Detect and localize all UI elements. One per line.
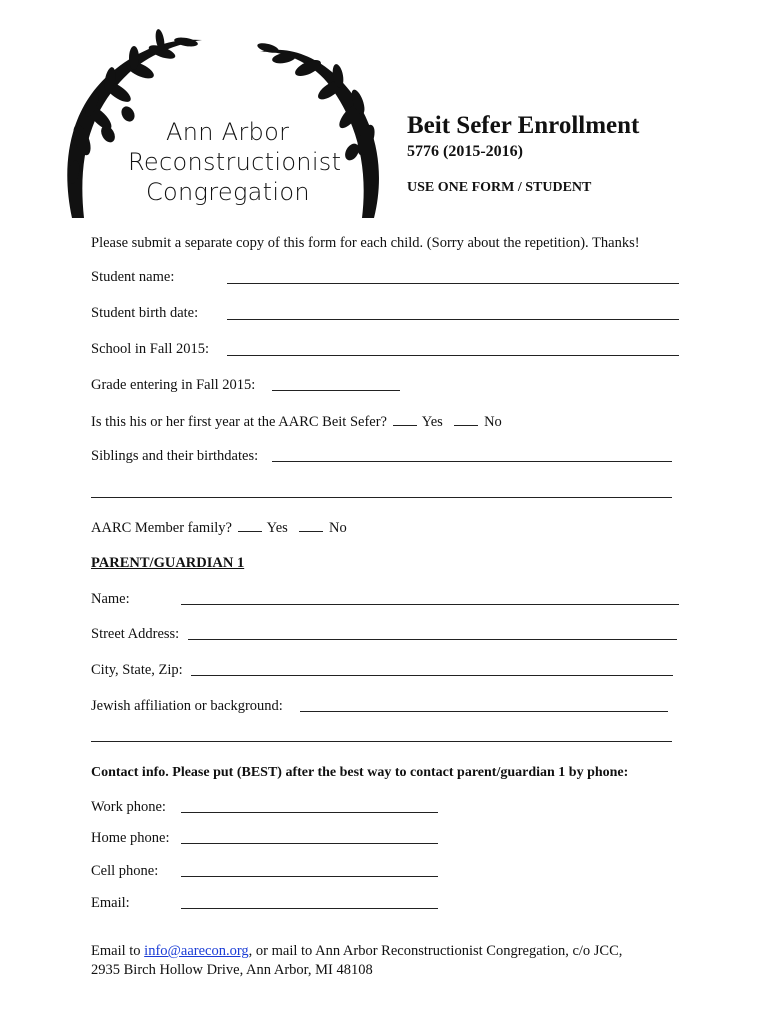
contact-heading: Contact info. Please put (BEST) after the best way to contact parent/guardian 1 by phone:: [91, 765, 629, 780]
first-year-yes-blank[interactable]: [393, 412, 417, 426]
org-name-line3: Congregation: [146, 178, 310, 206]
first-year-yes-label: Yes: [421, 414, 443, 430]
cell-phone-field[interactable]: [181, 876, 438, 877]
city-field[interactable]: [191, 675, 673, 676]
student-birth-label: Student birth date:: [91, 305, 199, 321]
jewish-field-line2[interactable]: [91, 741, 672, 742]
student-birth-field[interactable]: [227, 319, 679, 320]
member-label: AARC Member family?: [91, 520, 232, 536]
parent-name-label: Name:: [91, 591, 130, 607]
work-phone-label: Work phone:: [91, 799, 166, 815]
footer-line1: [91, 942, 622, 960]
school-label: School in Fall 2015:: [91, 341, 210, 357]
siblings-label: Siblings and their birthdates:: [91, 448, 259, 464]
grade-field[interactable]: [272, 390, 400, 391]
org-name-line2: Reconstructionist: [128, 148, 342, 176]
footer-email-link[interactable]: info@aarecon.org: [144, 943, 249, 959]
footer-line2: 2935 Birch Hollow Drive, Ann Arbor, MI 48108: [91, 962, 373, 978]
cell-phone-label: Cell phone:: [91, 863, 159, 879]
parent-name-field[interactable]: [181, 604, 679, 605]
form-title: Beit Sefer Enrollment: [407, 112, 640, 139]
home-phone-label: Home phone:: [91, 830, 170, 846]
city-label: City, State, Zip:: [91, 662, 183, 678]
form-note: USE ONE FORM / STUDENT: [407, 180, 592, 195]
intro-text: Please submit a separate copy of this form for each child. (Sorry about the repetition). Thanks!: [91, 235, 640, 251]
student-name-label: Student name:: [91, 269, 175, 285]
school-field[interactable]: [227, 355, 679, 356]
jewish-field[interactable]: [300, 711, 668, 712]
home-phone-field[interactable]: [181, 843, 438, 844]
first-year-label: Is this his or her first year at the AARC Beit Sefer?: [91, 414, 387, 430]
member-yes-label: Yes: [266, 520, 288, 536]
street-field[interactable]: [188, 639, 677, 640]
parent1-heading: PARENT/GUARDIAN 1: [91, 555, 245, 571]
siblings-field[interactable]: [272, 461, 672, 462]
org-name-line1: Ann Arbor: [166, 118, 290, 146]
first-year-no-label: No: [484, 414, 502, 430]
member-no-label: No: [329, 520, 347, 536]
work-phone-field[interactable]: [181, 812, 438, 813]
grade-label: Grade entering in Fall 2015:: [91, 377, 256, 393]
member-yes-blank[interactable]: [238, 518, 262, 532]
footer-suffix: , or mail to Ann Arbor Reconstructionist Congregation, c/o JCC,: [248, 943, 623, 959]
form-year: 5776 (2015-2016): [407, 143, 523, 160]
jewish-label: Jewish affiliation or background:: [91, 698, 283, 714]
siblings-field-line2[interactable]: [91, 497, 672, 498]
footer-prefix: Email to: [91, 943, 145, 959]
street-label: Street Address:: [91, 626, 180, 642]
first-year-no-blank[interactable]: [454, 412, 478, 426]
student-name-field[interactable]: [227, 283, 679, 284]
member-no-blank[interactable]: [299, 518, 323, 532]
email-field[interactable]: [181, 908, 438, 909]
member-row: [91, 518, 347, 537]
congregation-logo: [62, 22, 392, 224]
first-year-row: [91, 412, 502, 431]
email-label: Email:: [91, 895, 130, 911]
